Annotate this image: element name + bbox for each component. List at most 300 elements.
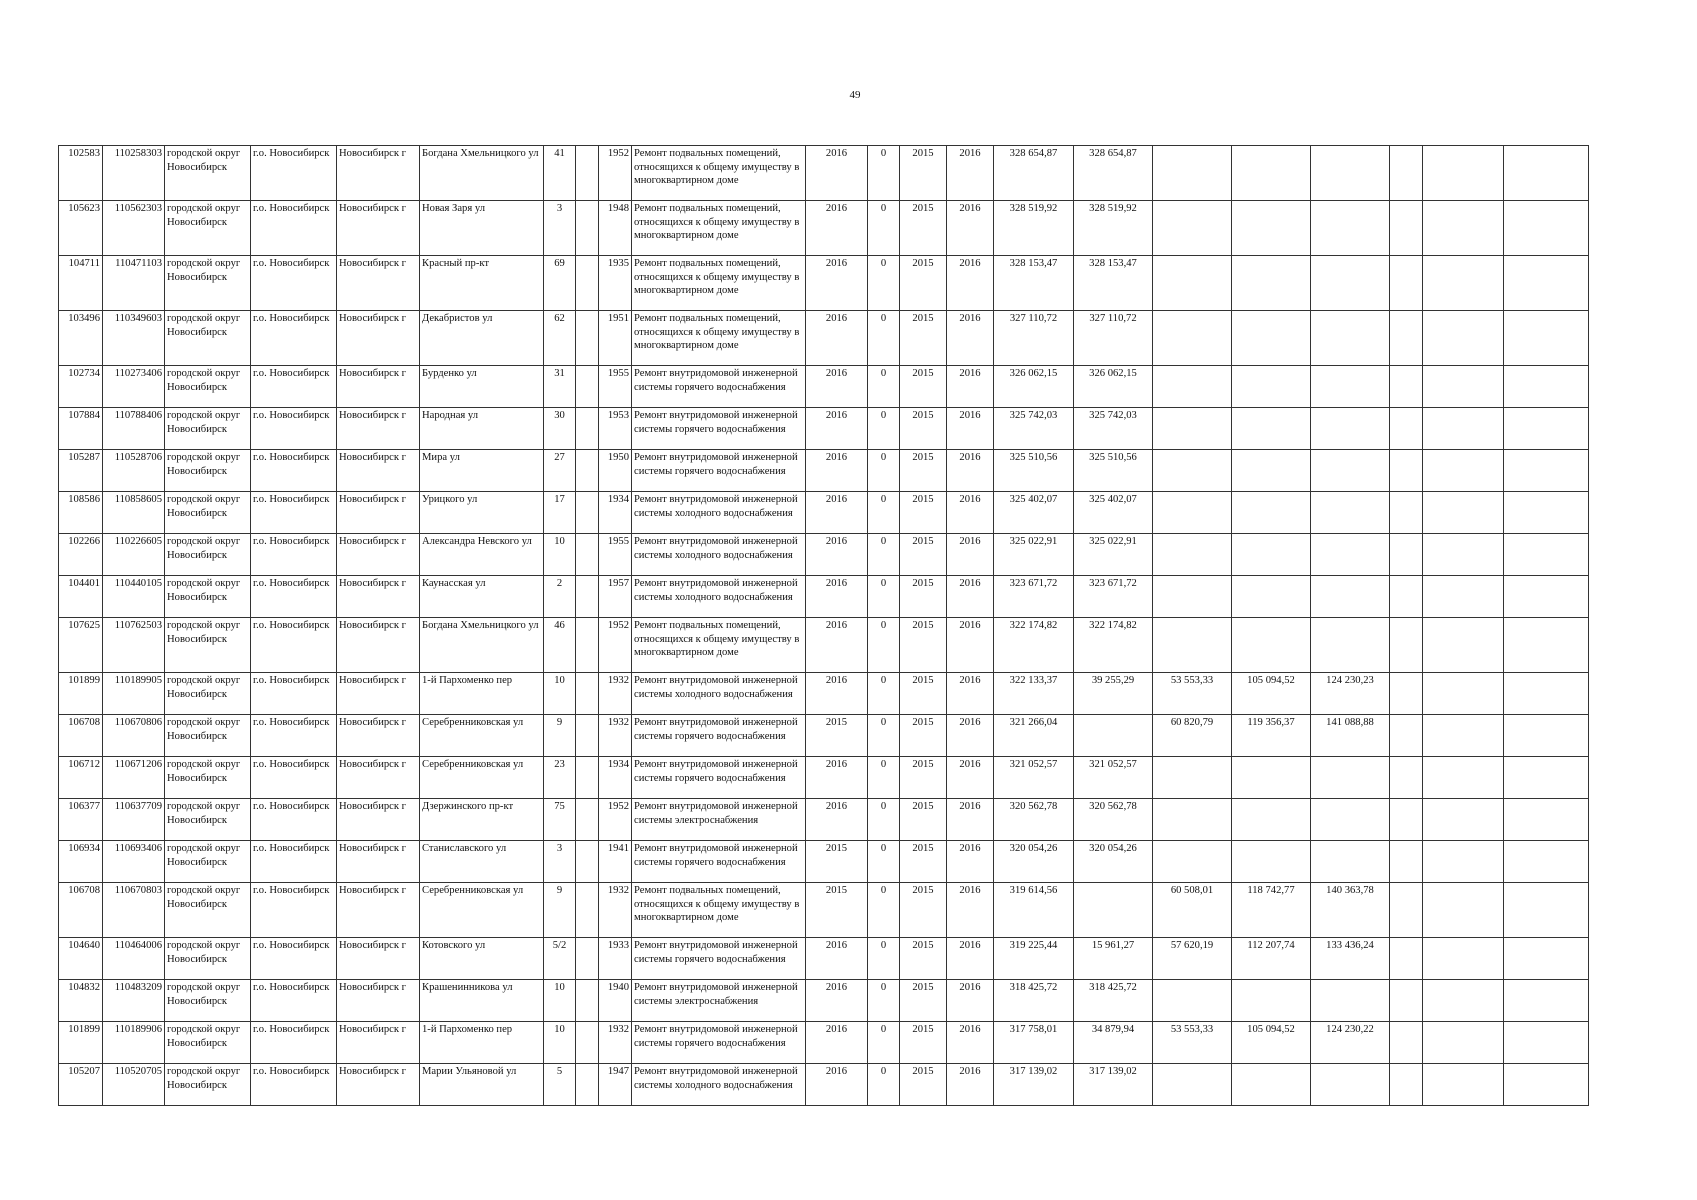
extra-2-cell — [1423, 311, 1504, 366]
district-cell: г.о. Новосибирск — [251, 980, 337, 1022]
funding-1-cell: 317 139,02 — [1074, 1064, 1153, 1106]
funding-1-cell: 328 654,87 — [1074, 146, 1153, 201]
row-id-cell: 105287 — [59, 450, 103, 492]
street-cell: Народная ул — [420, 408, 544, 450]
year-to-cell: 2016 — [947, 673, 994, 715]
building-cell — [576, 408, 599, 450]
funding-3-cell — [1232, 492, 1311, 534]
extra-2-cell — [1423, 408, 1504, 450]
funding-4-cell — [1311, 618, 1390, 673]
extra-2-cell — [1423, 715, 1504, 757]
funding-4-cell — [1311, 146, 1390, 201]
funding-3-cell — [1232, 980, 1311, 1022]
row-id-cell: 104832 — [59, 980, 103, 1022]
extra-3-cell — [1504, 256, 1589, 311]
total-cost-cell: 325 022,91 — [994, 534, 1074, 576]
planned-year-cell: 2016 — [806, 673, 868, 715]
zero-value-cell: 0 — [868, 980, 900, 1022]
object-code-cell: 110189906 — [103, 1022, 165, 1064]
table-row — [59, 980, 1589, 1022]
district-cell: г.о. Новосибирск — [251, 673, 337, 715]
funding-2-cell — [1153, 201, 1232, 256]
planned-year-cell: 2016 — [806, 618, 868, 673]
object-code-cell: 110788406 — [103, 408, 165, 450]
funding-4-cell — [1311, 757, 1390, 799]
funding-1-cell — [1074, 715, 1153, 757]
zero-value-cell: 0 — [868, 146, 900, 201]
total-cost-cell: 325 742,03 — [994, 408, 1074, 450]
house-number-cell: 10 — [544, 534, 576, 576]
table-row — [59, 715, 1589, 757]
extra-3-cell — [1504, 1064, 1589, 1106]
extra-1-cell — [1390, 408, 1423, 450]
year-built-cell: 1952 — [599, 799, 632, 841]
year-from-cell: 2015 — [900, 256, 947, 311]
table-row — [59, 492, 1589, 534]
planned-year-cell: 2016 — [806, 408, 868, 450]
table-row — [59, 576, 1589, 618]
funding-2-cell: 53 553,33 — [1153, 1022, 1232, 1064]
city-cell: Новосибирск г — [337, 450, 420, 492]
object-code-cell: 110189905 — [103, 673, 165, 715]
city-cell: Новосибирск г — [337, 757, 420, 799]
planned-year-cell: 2015 — [806, 841, 868, 883]
object-code-cell: 110520705 — [103, 1064, 165, 1106]
extra-1-cell — [1390, 673, 1423, 715]
total-cost-cell: 323 671,72 — [994, 576, 1074, 618]
zero-value-cell: 0 — [868, 492, 900, 534]
year-to-cell: 2016 — [947, 146, 994, 201]
building-cell — [576, 799, 599, 841]
building-cell — [576, 576, 599, 618]
extra-2-cell — [1423, 757, 1504, 799]
planned-year-cell: 2016 — [806, 576, 868, 618]
house-number-cell: 10 — [544, 673, 576, 715]
object-code-cell: 110671206 — [103, 757, 165, 799]
object-code-cell: 110471103 — [103, 256, 165, 311]
extra-2-cell — [1423, 256, 1504, 311]
house-number-cell: 3 — [544, 201, 576, 256]
year-to-cell: 2016 — [947, 883, 994, 938]
year-from-cell: 2015 — [900, 311, 947, 366]
year-built-cell: 1935 — [599, 256, 632, 311]
year-to-cell: 2016 — [947, 534, 994, 576]
building-cell — [576, 146, 599, 201]
municipality-cell: городской округ Новосибирск — [165, 450, 251, 492]
work-type-cell: Ремонт внутридомовой инженерной системы электроснабжения — [632, 799, 806, 841]
funding-3-cell — [1232, 618, 1311, 673]
district-cell: г.о. Новосибирск — [251, 883, 337, 938]
year-built-cell: 1933 — [599, 938, 632, 980]
municipality-cell: городской округ Новосибирск — [165, 146, 251, 201]
extra-3-cell — [1504, 201, 1589, 256]
building-cell — [576, 618, 599, 673]
extra-2-cell — [1423, 980, 1504, 1022]
row-id-cell: 105623 — [59, 201, 103, 256]
extra-2-cell — [1423, 146, 1504, 201]
municipality-cell: городской округ Новосибирск — [165, 938, 251, 980]
year-to-cell: 2016 — [947, 366, 994, 408]
city-cell: Новосибирск г — [337, 576, 420, 618]
year-from-cell: 2015 — [900, 1064, 947, 1106]
work-type-cell: Ремонт внутридомовой инженерной системы горячего водоснабжения — [632, 450, 806, 492]
funding-2-cell — [1153, 146, 1232, 201]
table-row — [59, 938, 1589, 980]
extra-3-cell — [1504, 534, 1589, 576]
year-to-cell: 2016 — [947, 492, 994, 534]
zero-value-cell: 0 — [868, 201, 900, 256]
funding-3-cell — [1232, 408, 1311, 450]
district-cell: г.о. Новосибирск — [251, 256, 337, 311]
year-from-cell: 2015 — [900, 757, 947, 799]
extra-3-cell — [1504, 146, 1589, 201]
municipality-cell: городской округ Новосибирск — [165, 618, 251, 673]
total-cost-cell: 322 133,37 — [994, 673, 1074, 715]
funding-2-cell: 60 508,01 — [1153, 883, 1232, 938]
funding-2-cell — [1153, 366, 1232, 408]
municipality-cell: городской округ Новосибирск — [165, 673, 251, 715]
capital-repair-register-table — [58, 145, 1589, 1106]
funding-3-cell: 119 356,37 — [1232, 715, 1311, 757]
district-cell: г.о. Новосибирск — [251, 366, 337, 408]
extra-3-cell — [1504, 492, 1589, 534]
municipality-cell: городской округ Новосибирск — [165, 1064, 251, 1106]
total-cost-cell: 321 052,57 — [994, 757, 1074, 799]
planned-year-cell: 2016 — [806, 366, 868, 408]
municipality-cell: городской округ Новосибирск — [165, 799, 251, 841]
year-built-cell: 1952 — [599, 146, 632, 201]
row-id-cell: 106934 — [59, 841, 103, 883]
page-number: 49 — [849, 89, 861, 101]
city-cell: Новосибирск г — [337, 534, 420, 576]
total-cost-cell: 318 425,72 — [994, 980, 1074, 1022]
year-from-cell: 2015 — [900, 534, 947, 576]
building-cell — [576, 534, 599, 576]
year-from-cell: 2015 — [900, 980, 947, 1022]
extra-1-cell — [1390, 1022, 1423, 1064]
funding-2-cell — [1153, 757, 1232, 799]
object-code-cell: 110349603 — [103, 311, 165, 366]
year-from-cell: 2015 — [900, 673, 947, 715]
extra-2-cell — [1423, 799, 1504, 841]
extra-1-cell — [1390, 715, 1423, 757]
year-from-cell: 2015 — [900, 408, 947, 450]
funding-4-cell — [1311, 841, 1390, 883]
row-id-cell: 102734 — [59, 366, 103, 408]
house-number-cell: 9 — [544, 715, 576, 757]
total-cost-cell: 322 174,82 — [994, 618, 1074, 673]
zero-value-cell: 0 — [868, 311, 900, 366]
building-cell — [576, 715, 599, 757]
work-type-cell: Ремонт внутридомовой инженерной системы холодного водоснабжения — [632, 673, 806, 715]
funding-1-cell: 322 174,82 — [1074, 618, 1153, 673]
extra-1-cell — [1390, 492, 1423, 534]
planned-year-cell: 2016 — [806, 757, 868, 799]
building-cell — [576, 201, 599, 256]
extra-1-cell — [1390, 366, 1423, 408]
district-cell: г.о. Новосибирск — [251, 201, 337, 256]
funding-3-cell — [1232, 201, 1311, 256]
funding-1-cell: 320 054,26 — [1074, 841, 1153, 883]
house-number-cell: 31 — [544, 366, 576, 408]
municipality-cell: городской округ Новосибирск — [165, 980, 251, 1022]
table-row — [59, 1022, 1589, 1064]
extra-2-cell — [1423, 1064, 1504, 1106]
street-cell: Александра Невского ул — [420, 534, 544, 576]
year-from-cell: 2015 — [900, 576, 947, 618]
building-cell — [576, 757, 599, 799]
row-id-cell: 102266 — [59, 534, 103, 576]
district-cell: г.о. Новосибирск — [251, 492, 337, 534]
zero-value-cell: 0 — [868, 938, 900, 980]
street-cell: Бурденко ул — [420, 366, 544, 408]
district-cell: г.о. Новосибирск — [251, 618, 337, 673]
object-code-cell: 110528706 — [103, 450, 165, 492]
total-cost-cell: 327 110,72 — [994, 311, 1074, 366]
zero-value-cell: 0 — [868, 408, 900, 450]
funding-2-cell: 53 553,33 — [1153, 673, 1232, 715]
house-number-cell: 69 — [544, 256, 576, 311]
extra-2-cell — [1423, 366, 1504, 408]
municipality-cell: городской округ Новосибирск — [165, 715, 251, 757]
row-id-cell: 104640 — [59, 938, 103, 980]
funding-4-cell — [1311, 576, 1390, 618]
funding-3-cell — [1232, 576, 1311, 618]
municipality-cell: городской округ Новосибирск — [165, 534, 251, 576]
funding-4-cell — [1311, 366, 1390, 408]
extra-1-cell — [1390, 256, 1423, 311]
street-cell: Мира ул — [420, 450, 544, 492]
extra-3-cell — [1504, 938, 1589, 980]
planned-year-cell: 2016 — [806, 256, 868, 311]
house-number-cell: 3 — [544, 841, 576, 883]
funding-1-cell: 328 153,47 — [1074, 256, 1153, 311]
extra-2-cell — [1423, 673, 1504, 715]
extra-3-cell — [1504, 715, 1589, 757]
funding-1-cell: 328 519,92 — [1074, 201, 1153, 256]
extra-1-cell — [1390, 757, 1423, 799]
zero-value-cell: 0 — [868, 450, 900, 492]
year-built-cell: 1951 — [599, 311, 632, 366]
municipality-cell: городской округ Новосибирск — [165, 311, 251, 366]
year-built-cell: 1947 — [599, 1064, 632, 1106]
funding-2-cell: 57 620,19 — [1153, 938, 1232, 980]
total-cost-cell: 326 062,15 — [994, 366, 1074, 408]
funding-4-cell — [1311, 201, 1390, 256]
funding-3-cell — [1232, 799, 1311, 841]
extra-2-cell — [1423, 841, 1504, 883]
house-number-cell: 5 — [544, 1064, 576, 1106]
year-to-cell: 2016 — [947, 201, 994, 256]
funding-3-cell — [1232, 366, 1311, 408]
funding-2-cell — [1153, 492, 1232, 534]
extra-1-cell — [1390, 576, 1423, 618]
funding-1-cell: 325 510,56 — [1074, 450, 1153, 492]
work-type-cell: Ремонт внутридомовой инженерной системы горячего водоснабжения — [632, 1022, 806, 1064]
row-id-cell: 107884 — [59, 408, 103, 450]
funding-4-cell — [1311, 408, 1390, 450]
street-cell: Серебренниковская ул — [420, 715, 544, 757]
funding-3-cell: 105 094,52 — [1232, 673, 1311, 715]
building-cell — [576, 492, 599, 534]
funding-4-cell: 141 088,88 — [1311, 715, 1390, 757]
funding-4-cell — [1311, 256, 1390, 311]
total-cost-cell: 328 519,92 — [994, 201, 1074, 256]
year-to-cell: 2016 — [947, 799, 994, 841]
zero-value-cell: 0 — [868, 256, 900, 311]
object-code-cell: 110464006 — [103, 938, 165, 980]
house-number-cell: 5/2 — [544, 938, 576, 980]
building-cell — [576, 1064, 599, 1106]
year-from-cell: 2015 — [900, 201, 947, 256]
zero-value-cell: 0 — [868, 1064, 900, 1106]
street-cell: Богдана Хмельницкого ул — [420, 146, 544, 201]
table-row — [59, 841, 1589, 883]
zero-value-cell: 0 — [868, 883, 900, 938]
extra-1-cell — [1390, 146, 1423, 201]
planned-year-cell: 2016 — [806, 1064, 868, 1106]
city-cell: Новосибирск г — [337, 492, 420, 534]
extra-2-cell — [1423, 618, 1504, 673]
house-number-cell: 9 — [544, 883, 576, 938]
object-code-cell: 110693406 — [103, 841, 165, 883]
funding-4-cell — [1311, 450, 1390, 492]
year-built-cell: 1953 — [599, 408, 632, 450]
work-type-cell: Ремонт подвальных помещений, относящихся к общему имуществу в многоквартирном доме — [632, 146, 806, 201]
year-from-cell: 2015 — [900, 146, 947, 201]
year-built-cell: 1955 — [599, 366, 632, 408]
year-from-cell: 2015 — [900, 450, 947, 492]
district-cell: г.о. Новосибирск — [251, 1022, 337, 1064]
city-cell: Новосибирск г — [337, 146, 420, 201]
row-id-cell: 102583 — [59, 146, 103, 201]
work-type-cell: Ремонт внутридомовой инженерной системы горячего водоснабжения — [632, 757, 806, 799]
street-cell: Котовского ул — [420, 938, 544, 980]
extra-1-cell — [1390, 980, 1423, 1022]
work-type-cell: Ремонт внутридомовой инженерной системы электроснабжения — [632, 980, 806, 1022]
total-cost-cell: 320 054,26 — [994, 841, 1074, 883]
row-id-cell: 105207 — [59, 1064, 103, 1106]
year-built-cell: 1948 — [599, 201, 632, 256]
extra-2-cell — [1423, 576, 1504, 618]
year-built-cell: 1932 — [599, 883, 632, 938]
work-type-cell: Ремонт внутридомовой инженерной системы горячего водоснабжения — [632, 841, 806, 883]
city-cell: Новосибирск г — [337, 841, 420, 883]
extra-1-cell — [1390, 799, 1423, 841]
extra-2-cell — [1423, 201, 1504, 256]
extra-1-cell — [1390, 201, 1423, 256]
year-built-cell: 1941 — [599, 841, 632, 883]
funding-2-cell — [1153, 841, 1232, 883]
work-type-cell: Ремонт подвальных помещений, относящихся к общему имуществу в многоквартирном доме — [632, 618, 806, 673]
extra-2-cell — [1423, 492, 1504, 534]
year-to-cell: 2016 — [947, 450, 994, 492]
municipality-cell: городской округ Новосибирск — [165, 883, 251, 938]
extra-1-cell — [1390, 1064, 1423, 1106]
work-type-cell: Ремонт внутридомовой инженерной системы горячего водоснабжения — [632, 366, 806, 408]
total-cost-cell: 328 153,47 — [994, 256, 1074, 311]
funding-2-cell — [1153, 618, 1232, 673]
funding-3-cell — [1232, 311, 1311, 366]
house-number-cell: 10 — [544, 980, 576, 1022]
object-code-cell: 110562303 — [103, 201, 165, 256]
year-from-cell: 2015 — [900, 1022, 947, 1064]
district-cell: г.о. Новосибирск — [251, 715, 337, 757]
district-cell: г.о. Новосибирск — [251, 757, 337, 799]
work-type-cell: Ремонт внутридомовой инженерной системы холодного водоснабжения — [632, 1064, 806, 1106]
year-to-cell: 2016 — [947, 408, 994, 450]
total-cost-cell: 328 654,87 — [994, 146, 1074, 201]
planned-year-cell: 2016 — [806, 534, 868, 576]
register-rows — [59, 146, 1589, 1106]
house-number-cell: 2 — [544, 576, 576, 618]
building-cell — [576, 841, 599, 883]
extra-1-cell — [1390, 618, 1423, 673]
city-cell: Новосибирск г — [337, 938, 420, 980]
table-row — [59, 311, 1589, 366]
building-cell — [576, 256, 599, 311]
table-row — [59, 450, 1589, 492]
year-built-cell: 1940 — [599, 980, 632, 1022]
year-to-cell: 2016 — [947, 576, 994, 618]
funding-3-cell — [1232, 146, 1311, 201]
extra-2-cell — [1423, 938, 1504, 980]
district-cell: г.о. Новосибирск — [251, 311, 337, 366]
work-type-cell: Ремонт подвальных помещений, относящихся к общему имуществу в многоквартирном доме — [632, 883, 806, 938]
funding-2-cell — [1153, 534, 1232, 576]
district-cell: г.о. Новосибирск — [251, 146, 337, 201]
year-from-cell: 2015 — [900, 618, 947, 673]
zero-value-cell: 0 — [868, 841, 900, 883]
row-id-cell: 106377 — [59, 799, 103, 841]
planned-year-cell: 2016 — [806, 311, 868, 366]
extra-3-cell — [1504, 883, 1589, 938]
zero-value-cell: 0 — [868, 799, 900, 841]
extra-2-cell — [1423, 883, 1504, 938]
year-from-cell: 2015 — [900, 883, 947, 938]
building-cell — [576, 450, 599, 492]
year-built-cell: 1950 — [599, 450, 632, 492]
planned-year-cell: 2016 — [806, 938, 868, 980]
planned-year-cell: 2016 — [806, 146, 868, 201]
planned-year-cell: 2016 — [806, 980, 868, 1022]
house-number-cell: 23 — [544, 757, 576, 799]
district-cell: г.о. Новосибирск — [251, 576, 337, 618]
street-cell: 1-й Пархоменко пер — [420, 673, 544, 715]
building-cell — [576, 366, 599, 408]
work-type-cell: Ремонт внутридомовой инженерной системы холодного водоснабжения — [632, 534, 806, 576]
funding-1-cell: 318 425,72 — [1074, 980, 1153, 1022]
city-cell: Новосибирск г — [337, 256, 420, 311]
object-code-cell: 110483209 — [103, 980, 165, 1022]
table-row — [59, 366, 1589, 408]
street-cell: Дзержинского пр-кт — [420, 799, 544, 841]
funding-4-cell: 133 436,24 — [1311, 938, 1390, 980]
funding-3-cell — [1232, 256, 1311, 311]
year-built-cell: 1952 — [599, 618, 632, 673]
year-to-cell: 2016 — [947, 841, 994, 883]
building-cell — [576, 883, 599, 938]
table-row — [59, 757, 1589, 799]
table-row — [59, 883, 1589, 938]
row-id-cell: 108586 — [59, 492, 103, 534]
object-code-cell: 110273406 — [103, 366, 165, 408]
row-id-cell: 101899 — [59, 673, 103, 715]
year-built-cell: 1932 — [599, 673, 632, 715]
planned-year-cell: 2016 — [806, 201, 868, 256]
work-type-cell: Ремонт подвальных помещений, относящихся к общему имуществу в многоквартирном доме — [632, 256, 806, 311]
year-to-cell: 2016 — [947, 757, 994, 799]
